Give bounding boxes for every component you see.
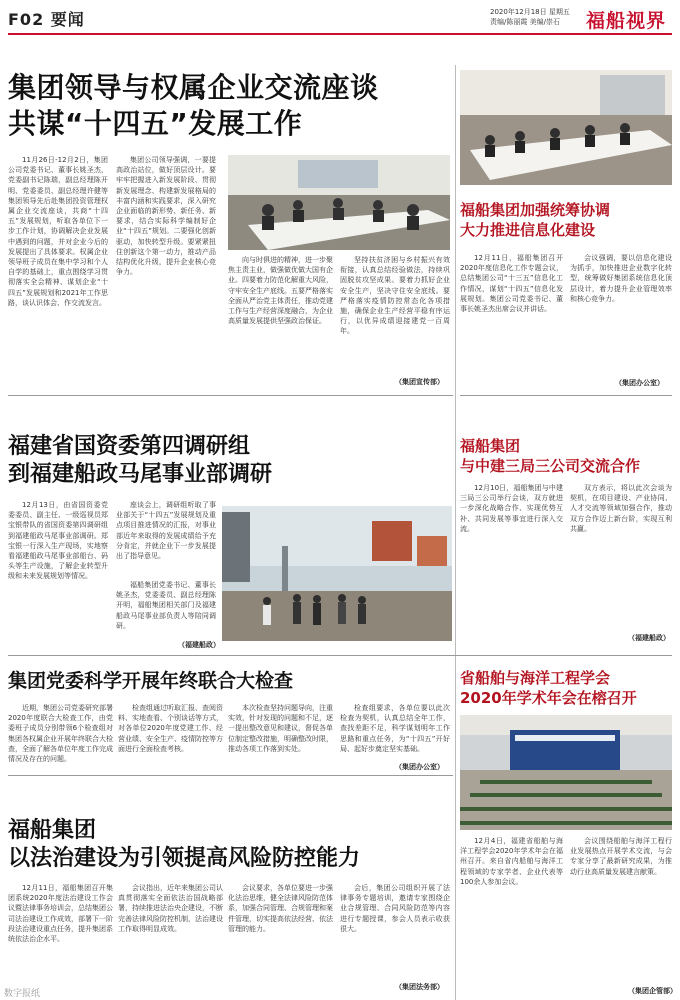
article2-title[interactable] (8, 433, 272, 489)
article4-title[interactable] (8, 817, 360, 873)
issue-date: 2020年12月18日 星期五 (490, 8, 570, 16)
meeting-photo-graphic (228, 155, 450, 250)
article2-col1: 12月13日，由省国资委党委委员、副主任、一级巡视员郑宝银带队的省国资委第四调研组到福建船政马尾事业部调研。郑宝银一行深入生产现场，实地察看福建船政马尾事业部船台、码头等生产设施，了解企业转型升级和未来发展规划等情况。 (8, 501, 108, 581)
article3-col2: 检查组通过听取汇报、查阅资料、实地查看、个别谈话等方式，对各单位2020年度党建工作、经营业绩、安全生产、疫情防控等方面进行全面检查考核。 (118, 704, 223, 753)
article1-title-line1: 集团领导与权属企业交流座谈 (8, 71, 379, 104)
digital-edition-watermark: 数字报纸 (4, 989, 41, 999)
article1-col1: 11月26日-12月2日，集团公司党委书记、董事长姚圣杰，党委副书记陈瑞，副总经理陈开明、党委委员、副总经理许健等集团领导先后赴集团投资管理权属企业交流座谈，共商“十四五”发展规划，听取各单位下一步工作计划，协调解决企业发展中遇到的问题，并对企业今后的发展提出了具体要求。权属企业领导班子成员在集中学习和个人自学的基础上，重点围绕学习贯彻落实全会精神、谋划企业“十四五”发展规划和2021年工作思路，谈认识体会、作交流发言。 (8, 156, 108, 307)
side1-title-line2: 大力推进信息化建设 (460, 221, 596, 239)
column-divider (455, 65, 456, 1000)
divider (8, 395, 453, 396)
article4-title-line1: 福船集团 (8, 818, 97, 843)
side3-source: （集团企管部） (628, 987, 677, 995)
side1-col1: 12月11日，福船集团召开2020年度信息化工作专题会议，总结集团公司“十三五”信息化工作情况，谋划“十四五”信息化发展规划。集团公司党委书记、董事长姚圣杰出席会议并讲话。 (460, 254, 563, 314)
divider (460, 395, 672, 396)
side2-source: （福建船政） (628, 634, 670, 642)
article3-col4: 检查组要求，各单位要以此次检查为契机，认真总结全年工作，查找差距不足，科学谋划明年工作思路和重点任务，为“十四五”开好局、起好步奠定坚实基础。 (340, 704, 450, 753)
article2-title-line2: 到福建船政马尾事业部调研 (8, 462, 273, 487)
article3-title[interactable]: 集团党委科学开展年终联合大检查 (8, 670, 294, 692)
side1-title-line1: 福船集团加强统筹协调 (460, 201, 611, 219)
article3-col1: 近期，集团公司党委研究部署2020年度联合大检查工作，由党委班子成员分别带领6个检查组对集团各权属企业开展年终联合大检查，全面了解各单位年度工作完成情况及存在的问题。 (8, 704, 113, 764)
side3-title[interactable] (460, 668, 637, 708)
conference-photo-graphic (460, 70, 672, 185)
side1-col2: 会议强调，要以信息化建设为抓手，加快推进企业数字化转型，统筹做好集团系统信息化顶层设计，着力提升企业管理效率和核心竞争力。 (570, 254, 672, 303)
article4-col4: 会后，集团公司组织开展了法律事务专题培训，邀请专家围绕企业合规管理、合同风险防范等内容进行专题授课，参会人员表示收获很大。 (340, 884, 450, 933)
side2-title[interactable] (460, 436, 640, 476)
article4-source: （集团法务部） (395, 983, 444, 991)
article1-col2-cont (116, 255, 216, 415)
article4-title-line2: 以法治建设为引领提高风险防控能力 (8, 846, 361, 871)
divider (8, 775, 453, 776)
article2-title-line1: 福建省国资委第四调研组 (8, 434, 251, 459)
article3-source: （集团办公室） (395, 763, 444, 771)
newspaper-logo: 福船视界 (586, 10, 667, 32)
article4-col2: 会议指出，近年来集团公司认真贯彻落实全面依法治国战略部署，持续推进法治央企建设，不断完善法律风险防控机制，法治建设工作取得明显成效。 (118, 884, 223, 933)
side3-col1: 12月4日，福建省船舶与海洋工程学会2020年学术年会在福州召开。来自省内船舶与海洋工程领域的专家学者、企业代表等100余人参加会议。 (460, 837, 563, 886)
article2-col2: 座谈会上，调研组听取了事业部关于“十四五”发展规划及重点项目推进情况的汇报，对事业部近年来取得的发展成绩给予充分肯定，并就企业下一步发展提出了指导意见。 (116, 501, 216, 561)
article2-site-visit-photo (222, 506, 452, 641)
side1-title[interactable] (460, 200, 610, 240)
article1-col3: 向与时俱进的精神，进一步聚焦主责主业，做强做优做大国有企业。四要着力防范化解重大风险，守牢安全生产底线。五要严格落实全面从严治党主体责任，推动党建工作与生产经营深度融合，为企业高质量发展提供坚强政治保证。 (228, 256, 333, 326)
article1-col2: 集团公司领导强调，一要提高政治站位，做好顶层设计。要牢牢把握进入新发展阶段、贯彻新发展理念、构建新发展格局的丰富内涵和实践要求，深入研究企业面临的新形势、新任务、新要求，结合实际科学编制好企业“十四五”规划。二要强化创新驱动，加快转型升级。要紧紧扭住创新这个第一动力，推动产品结构优化升级，提升企业核心竞争力。 (116, 156, 216, 277)
divider (8, 655, 672, 656)
article1-title[interactable] (8, 70, 379, 142)
article1-title-line2: 共谋“十四五”发展工作 (8, 107, 303, 140)
article1-col4: 坚持扶贫济困与乡村振兴有效衔接，认真总结经验做法，持续巩固脱贫攻坚成果。要着力抓好企业安全生产，坚决守住安全底线。要严格落实疫情防控常态化各项措施，确保企业生产经营平稳有序运行，以优异成绩迎接建党一百周年。 (340, 256, 450, 336)
side3-conference-hall-photo (460, 715, 672, 830)
issue-meta (490, 7, 570, 27)
side2-col2: 双方表示，将以此次会谈为契机，在项目建设、产业协同、人才交流等领域加强合作，推动双方合作迈上新台阶，实现互利共赢。 (570, 484, 672, 533)
side1-source: （集团办公室） (615, 379, 664, 387)
side2-title-line1: 福船集团 (460, 437, 521, 455)
conference-hall-graphic (460, 715, 672, 830)
site-visit-graphic (222, 506, 452, 641)
article1-source: （集团宣传部） (395, 378, 444, 386)
side3-col2: 会议围绕船舶与海洋工程行业发展热点开展学术交流，与会专家分享了最新研究成果，为推动行业高质量发展建言献策。 (570, 837, 672, 876)
article2-source: （福建船政） (178, 641, 220, 649)
article2-col3: 福船集团党委书记、董事长姚圣杰，党委委员、副总经理陈开明，福船集团相关部门及福建船政马尾事业部负责人等陪同调研。 (116, 581, 216, 630)
page-header (0, 0, 680, 38)
side2-col1: 12月10日，福船集团与中建三局三公司举行会谈，双方就进一步深化战略合作、实现优势互补、共同发展等事宜进行深入交流。 (460, 484, 563, 533)
article4-col1: 12月11日，福船集团召开集团系统2020年度法治建设工作会议暨法律事务培训会，总结集团公司法治建设工作成效，部署下一阶段法治建设重点任务，提升集团系统依法治企水平。 (8, 884, 113, 944)
side2-title-line2: 与中建三局三公司交流合作 (460, 457, 641, 475)
section-label: F02 要闻 (8, 10, 85, 29)
side1-conference-photo (460, 70, 672, 185)
issue-editor: 责编/陈丽霞 美编/崇石 (490, 18, 560, 26)
article4-col3: 会议要求，各单位要进一步强化法治思维，健全法律风险防范体系，加强合同管理、合规管理和案件管理，切实提高依法经营、依法管理的能力。 (228, 884, 333, 933)
article3-col3: 本次检查坚持问题导向，注重实效，针对发现的问题和不足，逐一提出整改意见和建议，督促各单位制定整改措施，明确整改时限，推动各项工作落到实处。 (228, 704, 333, 753)
side3-title-line1: 省船舶与海洋工程学会 (460, 669, 611, 687)
header-rule (8, 33, 672, 35)
side3-title-line2: 2020年学术年会在榕召开 (460, 689, 637, 707)
article1-meeting-photo (228, 155, 450, 250)
